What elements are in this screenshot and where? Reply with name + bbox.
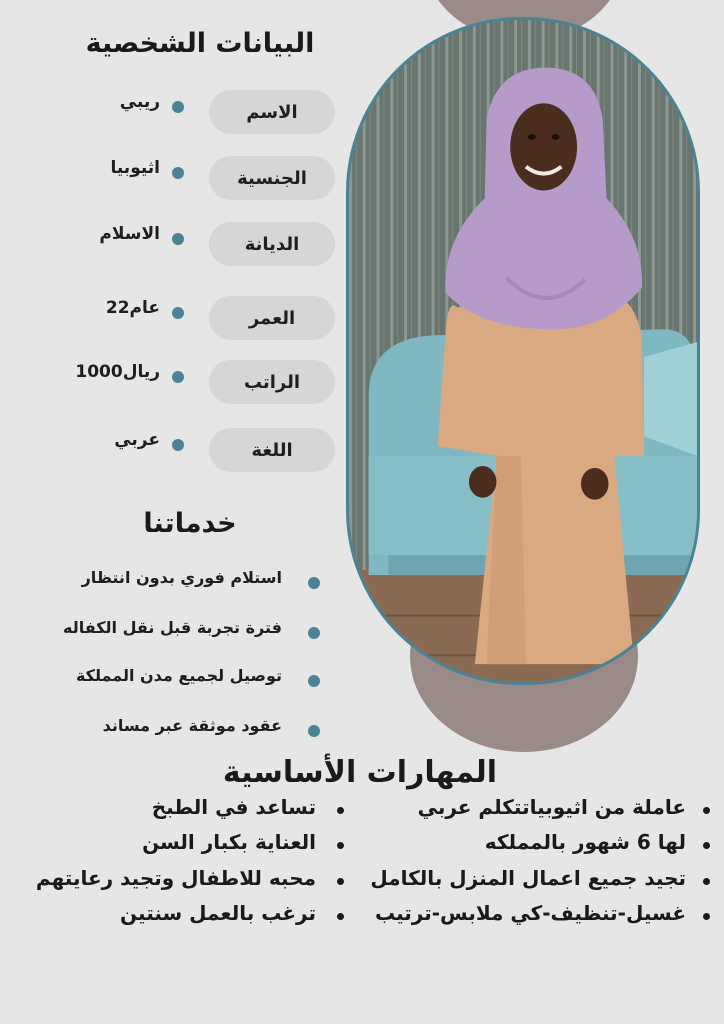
info-value: الاسلام	[99, 224, 160, 244]
info-label-pill: العمر	[209, 296, 335, 340]
service-text: توصيل لجميع مدن المملكة	[75, 666, 282, 685]
info-row-religion	[0, 222, 345, 272]
skill-item	[350, 866, 724, 898]
info-row-language	[0, 428, 345, 478]
info-label-pill: الديانة	[209, 222, 335, 266]
bullet-dot-icon	[308, 725, 320, 737]
bullet-dot-icon	[337, 807, 344, 814]
skill-item	[350, 901, 724, 933]
info-row-salary	[0, 360, 345, 410]
bullet-dot-icon	[172, 439, 184, 451]
bullet-dot-icon	[703, 878, 710, 885]
info-label-pill: الاسم	[209, 90, 335, 134]
bullet-dot-icon	[337, 878, 344, 885]
skill-text: تجيد جميع اعمال المنزل بالكامل	[370, 866, 686, 890]
skill-text: لها 6 شهور بالمملكه	[484, 830, 686, 854]
info-row-name	[0, 90, 345, 140]
service-item	[0, 568, 330, 596]
bullet-dot-icon	[308, 675, 320, 687]
skills-title: المهارات الأساسية	[222, 755, 498, 790]
bullet-dot-icon	[172, 233, 184, 245]
bullet-dot-icon	[703, 913, 710, 920]
skill-text: العناية بكبار السن	[142, 830, 316, 854]
info-row-age	[0, 296, 345, 346]
bullet-dot-icon	[172, 101, 184, 113]
skill-item	[350, 830, 724, 862]
skill-item	[0, 866, 350, 898]
skill-text: محبه للاطفال وتجيد رعايتهم	[35, 866, 316, 890]
bullet-dot-icon	[703, 842, 710, 849]
worker-photo	[346, 17, 700, 685]
bullet-dot-icon	[172, 167, 184, 179]
service-text: عقود موثقة عبر مساند	[102, 716, 282, 735]
bullet-dot-icon	[703, 807, 710, 814]
skill-item	[0, 901, 350, 933]
service-text: استلام فوري بدون انتظار	[81, 568, 282, 587]
skill-item	[350, 795, 724, 827]
info-row-nationality	[0, 156, 345, 206]
bullet-dot-icon	[172, 371, 184, 383]
services-title: خدماتنا	[143, 508, 237, 539]
info-value: 1000ريال	[75, 362, 160, 382]
info-label-pill: الراتب	[209, 360, 335, 404]
skill-item	[0, 830, 350, 862]
skill-text: ترغب بالعمل سنتين	[120, 901, 316, 925]
info-label-pill: اللغة	[209, 428, 335, 472]
skill-text: تساعد في الطبخ	[151, 795, 316, 819]
skill-text: غسيل-تنظيف-كي ملابس-ترتيب	[374, 901, 686, 925]
skill-item	[0, 795, 350, 827]
info-value: اثيوبيا	[110, 158, 160, 178]
info-value: عربي	[114, 430, 160, 450]
service-item	[0, 716, 330, 744]
personal-info-title: البيانات الشخصية	[85, 28, 315, 59]
bullet-dot-icon	[337, 913, 344, 920]
info-value: ريبي	[119, 92, 160, 112]
service-item	[0, 666, 330, 694]
bullet-dot-icon	[337, 842, 344, 849]
bullet-dot-icon	[308, 627, 320, 639]
skill-text: عاملة من اثيوبياتتكلم عربي	[417, 795, 686, 819]
bullet-dot-icon	[172, 307, 184, 319]
bullet-dot-icon	[308, 577, 320, 589]
info-label-pill: الجنسية	[209, 156, 335, 200]
service-item	[0, 618, 330, 646]
info-value: 22عام	[105, 298, 160, 318]
worker-photo-illustration	[349, 20, 697, 682]
service-text: فترة تجربة قبل نقل الكفاله	[62, 618, 282, 637]
